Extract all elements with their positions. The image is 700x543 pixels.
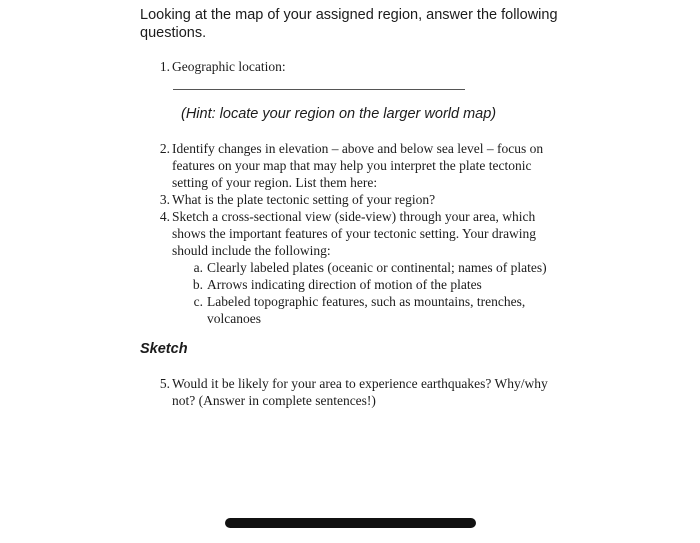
instructions-intro: Looking at the map of your assigned region, answer the following questions. <box>140 7 558 41</box>
question-number: 2. <box>159 141 170 156</box>
question-text: Geographic location: <box>172 59 286 74</box>
question-number: 3. <box>159 192 170 207</box>
question-number: 1. <box>159 59 170 74</box>
answer-line <box>173 89 465 90</box>
subitem-text: Labeled topographic features, such as mountains, trenches, volcanoes <box>207 294 526 327</box>
hint-text: (Hint: locate your region on the larger world map) <box>181 106 497 122</box>
question-text: Would it be likely for your area to experience earthquakes? Why/why not? (Answer in complete sentences!) <box>172 376 548 409</box>
subitem-text: Arrows indicating direction of motion of the plates <box>207 277 482 292</box>
question-number: 4. <box>159 209 170 224</box>
question-number: 5. <box>159 376 170 391</box>
home-indicator-bar[interactable] <box>225 518 476 528</box>
question-text: Identify changes in elevation – above and below sea level – focus on features on your map that may help you interpret the plate tectonic setting of your region. List them here: <box>172 141 544 191</box>
sketch-heading: Sketch <box>140 341 188 357</box>
subitem-letter: c. <box>193 294 203 309</box>
question-text: What is the plate tectonic setting of your region? <box>172 192 436 207</box>
subitem-letter: a. <box>193 260 203 275</box>
subitem-text: Clearly labeled plates (oceanic or continental; names of plates) <box>207 260 547 275</box>
subitem-letter: b. <box>192 277 203 292</box>
question-text: Sketch a cross-sectional view (side-view) through your area, which shows the important features of your tectonic setting. Your drawing should include the following: <box>172 209 537 259</box>
